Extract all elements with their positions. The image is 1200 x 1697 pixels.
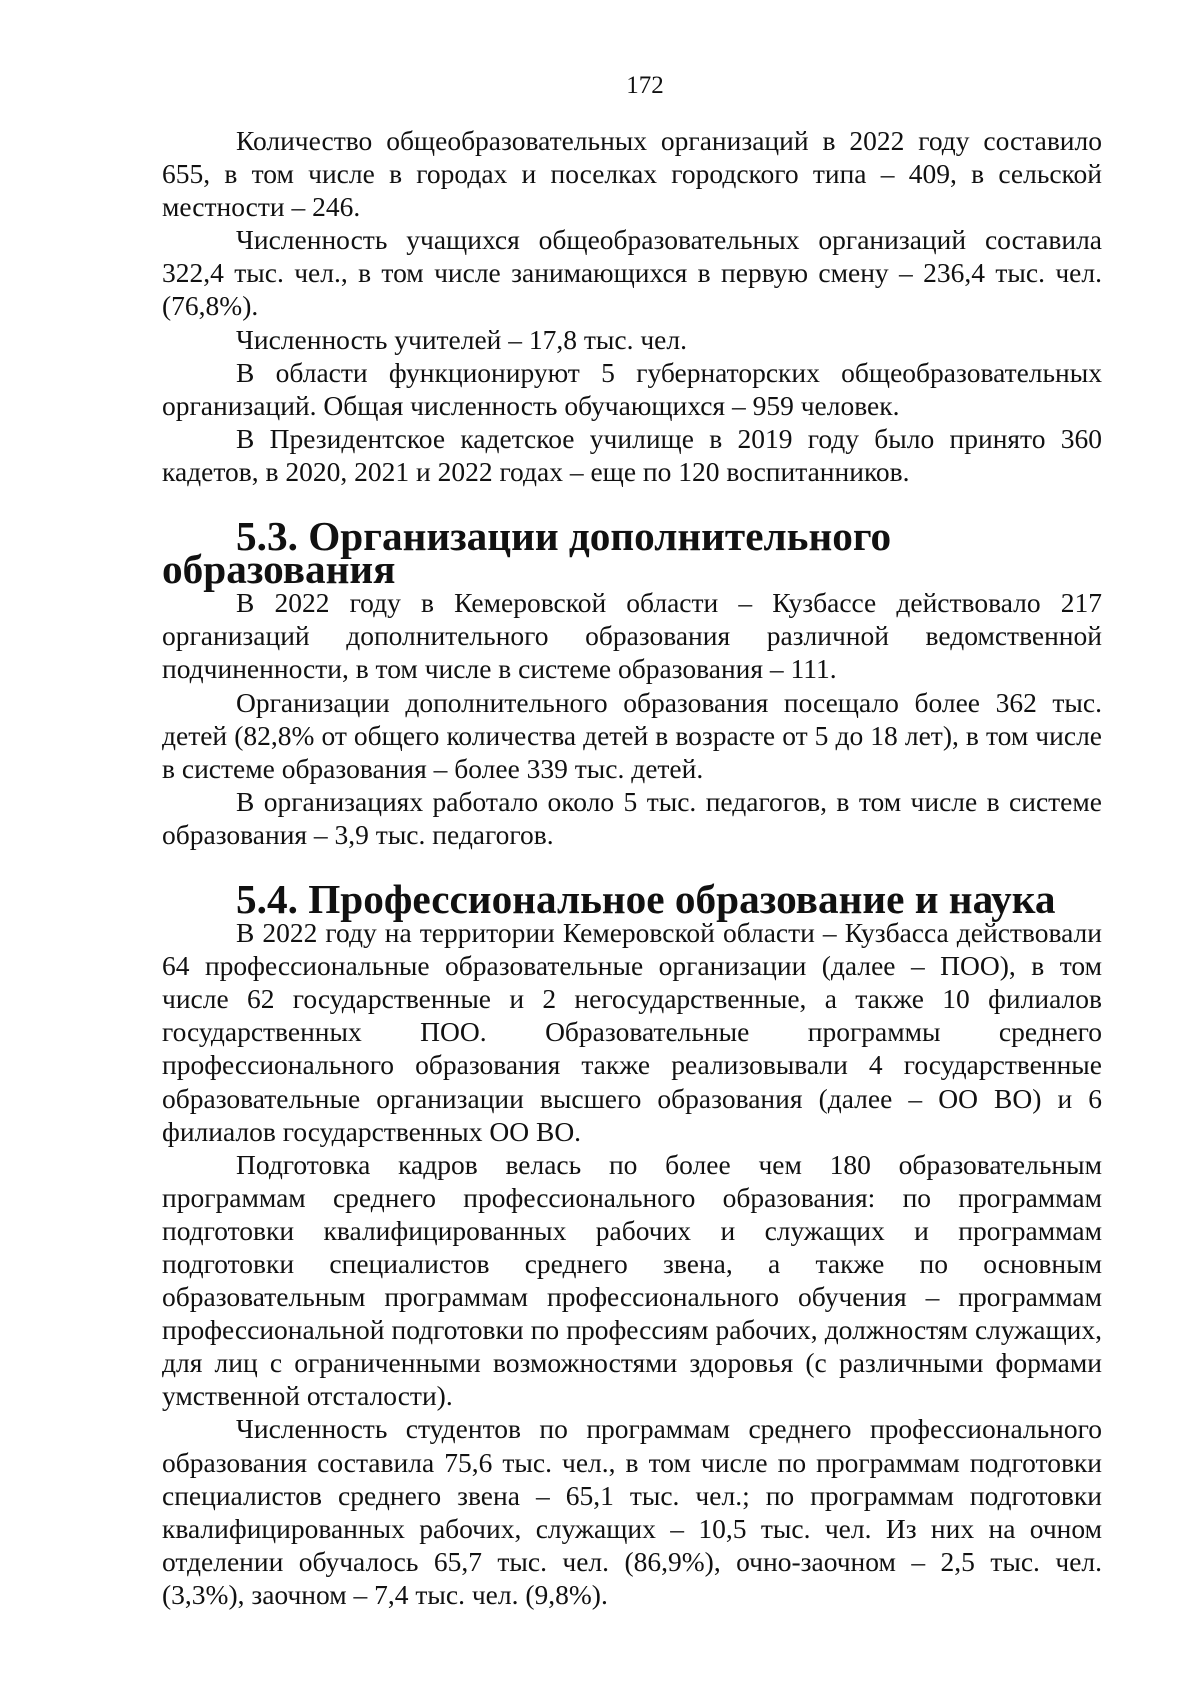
paragraph-additional-teachers: В организациях работало около 5 тыс. педагогов, в том числе в системе образования – 3,9 тыс. педагогов. [162,785,1102,850]
paragraph-additional-orgs: В 2022 году в Кемеровской области – Кузбассе действовало 217 организаций дополнительного образования различной ведомственной подчиненности, в том числе в системе образования – 111. [162,587,1102,685]
paragraph-training-programs: Подготовка кадров велась по более чем 180 образовательным программам среднего профессионального образования: по программам подготовки квалифицированных рабочих и служащих и программам подготовки специалистов среднего звена, а также по основным образовательным программам профессионального обучения – программам профессиональной подготовки по профессиям рабочих, должностям служащих, для лиц с ограниченными возможностями здоровья (с различными формами умственной отсталости). [162,1148,1102,1412]
paragraph-governor-schools: В области функционируют 5 губернаторских общеобразовательных организаций. Общая численность обучающихся – 959 человек. [162,356,1102,421]
page-number: 172 [626,72,664,99]
paragraph-additional-children: Организации дополнительного образования посещало более 362 тыс. детей (82,8% от общего количества детей в возрасте от 5 до 18 лет), в том числе в системе образования – более 339 тыс. детей. [162,686,1102,784]
paragraph-students-count: Численность студентов по программам среднего профессионального образования составила 75,6 тыс. чел., в том числе по программам подготовки специалистов среднего звена – 65,1 тыс. чел.; по программам подготовки квалифицированных рабочих, служащих – 10,5 тыс. чел. Из них на очном отделении обучалось 65,7 тыс. чел. (86,9%), очно-заочном – 2,5 тыс. чел. (3,3%), заочном – 7,4 тыс. чел. (9,8%). [162,1413,1102,1610]
paragraph-schools-count: Количество общеобразовательных организаций в 2022 году составило 655, в том числе в городах и поселках городского типа – 409, в сельской местности – 246. [162,125,1102,223]
paragraph-cadet-school: В Президентское кадетское училище в 2019 году было принято 360 кадетов, в 2020, 2021 и 2022 годах – еще по 120 воспитанников. [162,422,1102,487]
paragraph-teachers-count: Численность учителей – 17,8 тыс. чел. [236,323,687,355]
document-body [162,124,1102,1611]
paragraph-professional-orgs: В 2022 году на территории Кемеровской области – Кузбасса действовали 64 профессиональные образовательные организации (далее – ПОО), в том числе 62 государственные и 2 негосударственные, а также 10 филиалов государственных ПОО. Образовательные программы среднего профессионального образования также реализовывали 4 государственные образовательные организации высшего образования (далее – ОО ВО) и 6 филиалов государственных ОО ВО. [162,917,1102,1147]
section-heading-5-3: 5.3. Организации дополнительного образования [162,513,892,593]
section-heading-5-4: 5.4. Профессиональное образование и наука [236,875,1056,922]
paragraph-pupils-count: Численность учащихся общеобразовательных организаций составила 322,4 тыс. чел., в том числе занимающихся в первую смену – 236,4 тыс. чел. (76,8%). [162,224,1102,322]
